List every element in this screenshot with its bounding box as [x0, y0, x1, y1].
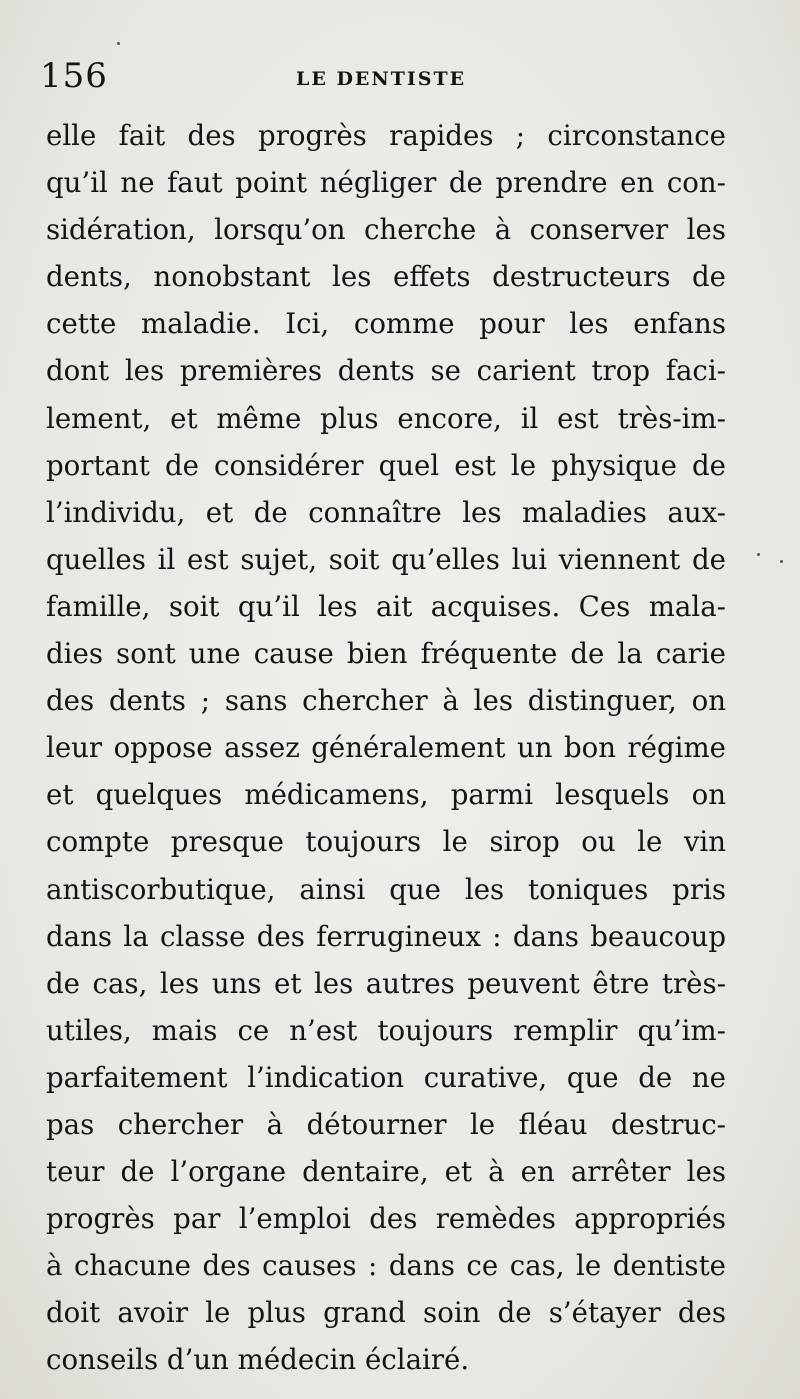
- text-line: progrès par l’emploi des remèdes appropriés: [46, 1202, 726, 1236]
- text-line: et quelques médicamens, parmi lesquels on: [46, 778, 726, 812]
- text-line: dont les premières dents se carient trop faci-: [46, 354, 726, 388]
- text-line: quelles il est sujet, soit qu’elles lui viennent de: [46, 542, 726, 576]
- text-line: dies sont une cause bien fréquente de la carie: [46, 637, 726, 671]
- running-title: LE DENTISTE: [296, 68, 467, 90]
- text-line: qu’il ne faut point négliger de prendre en con-: [46, 166, 726, 200]
- text-line: à chacune des causes : dans ce cas, le dentiste: [46, 1249, 726, 1283]
- text-line: parfaitement l’indication curative, que de ne: [46, 1060, 726, 1094]
- page-number: 156: [40, 56, 108, 96]
- text-line: elle fait des progrès rapides ; circonstance: [46, 119, 726, 152]
- text-line: famille, soit qu’il les ait acquises. Ces mala-: [46, 589, 726, 623]
- text-line: dents, nonobstant les effets destructeurs de: [46, 260, 726, 294]
- text-line: antiscorbutique, ainsi que les toniques pris: [46, 872, 726, 906]
- text-line: cette maladie. Ici, comme pour les enfans: [46, 307, 726, 341]
- text-line: compte presque toujours le sirop ou le vin: [46, 825, 726, 859]
- ink-speck: [117, 42, 120, 45]
- page-header: [0, 56, 800, 106]
- text-line: utiles, mais ce n’est toujours remplir qu’im-: [46, 1013, 726, 1047]
- text-line: des dents ; sans chercher à les distinguer, on: [46, 684, 726, 718]
- text-line: lement, et même plus encore, il est très-im-: [46, 401, 726, 435]
- ink-speck: [780, 560, 783, 563]
- text-line: sidération, lorsqu’on cherche à conserver les: [46, 213, 726, 247]
- text-line: teur de l’organe dentaire, et à en arrêter les: [46, 1155, 726, 1189]
- text-line: leur oppose assez généralement un bon régime: [46, 731, 726, 765]
- text-line: conseils d’un médecin éclairé.: [46, 1343, 470, 1377]
- text-line: dans la classe des ferrugineux : dans beaucoup: [46, 919, 726, 953]
- text-line: l’individu, et de connaître les maladies aux-: [46, 495, 726, 529]
- text-line: portant de considérer quel est le physique de: [46, 448, 726, 482]
- text-line: pas chercher à détourner le fléau destruc-: [46, 1107, 726, 1141]
- text-line: doit avoir le plus grand soin de s’étayer des: [46, 1296, 726, 1330]
- ink-speck: [757, 553, 760, 556]
- text-line: de cas, les uns et les autres peuvent être très-: [46, 966, 726, 1000]
- body-text: [46, 112, 726, 1384]
